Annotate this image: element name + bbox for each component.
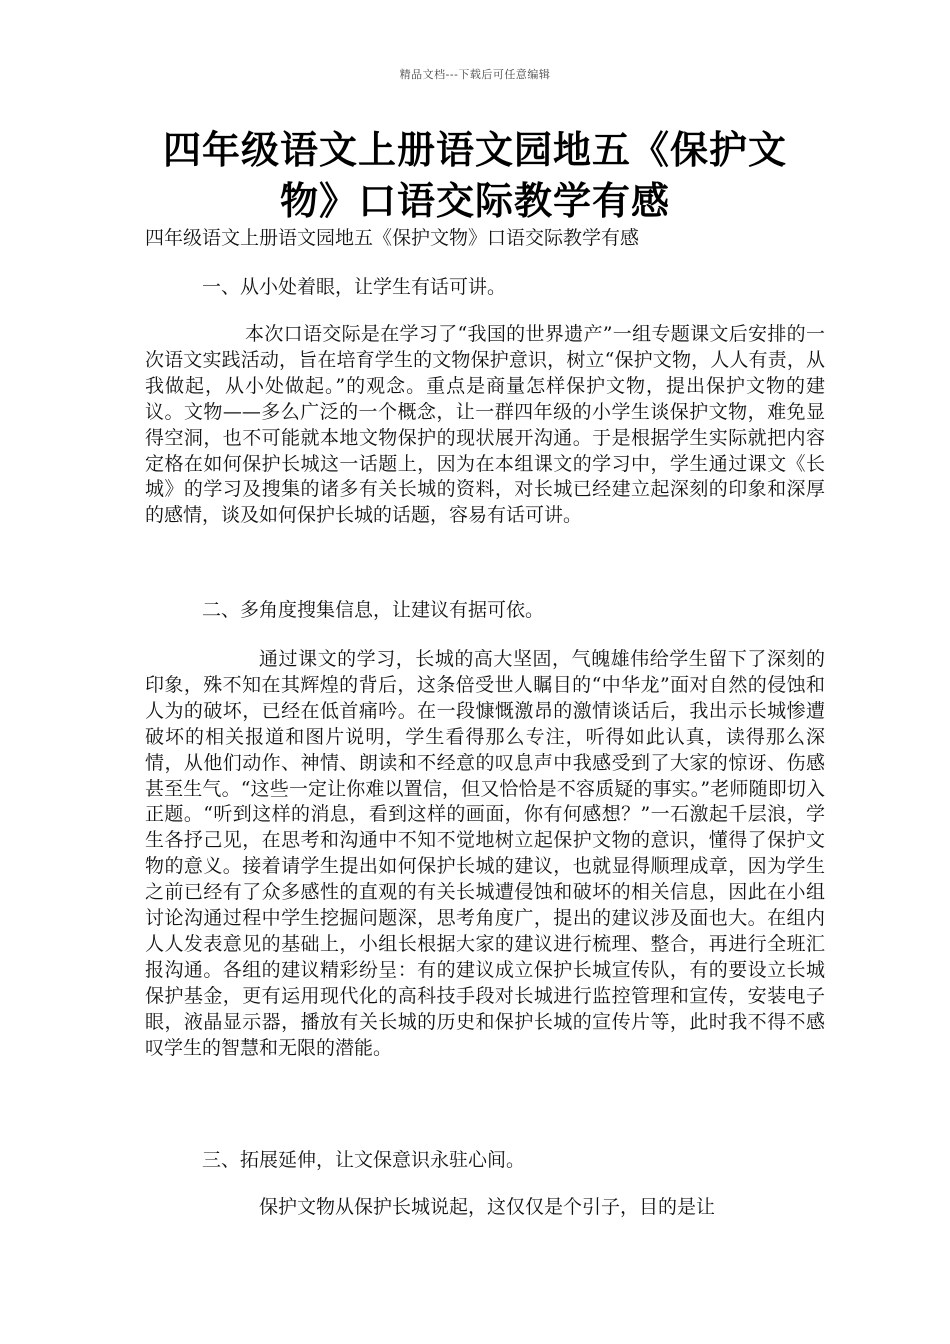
header-note: 精品文档---下载后可任意编辑 (399, 68, 551, 81)
section-paragraph-1: 本次口语交际是在学习了“我国的世界遗产”一组专题课文后安排的一次语文实践活动，旨在培育学生的文物保护意识，树立“保护文物，人人有责，从我做起，从小处做起。”的观念。重点是商量怎样保护文物，提出保护文物的建议。文物——多么广泛的一个概念，让一群四年级的小学生谈保护文物，难免显得空洞，也不可能就本地文物保护的现状展开沟通。于是根据学生实际就把内容定格在如何保护长城这一话题上，因为在本组课文的学习中，学生通过课文《长城》的学习及搜集的诸多有关长城的资料，对长城已经建立起深刻的印象和深厚的感情，谈及如何保护长城的话题，容易有话可讲。 (145, 323, 825, 527)
section-heading-3: 三、拓展延伸，让文保意识永驻心间。 (202, 1149, 526, 1171)
section-paragraph-2: 通过课文的学习，长城的高大坚固，气魄雄伟给学生留下了深刻的印象，殊不知在其辉煌的背后，这条倍受世人瞩目的“中华龙”面对自然的侵蚀和人为的破坏，已经在低首痛吟。在一段慷慨激昂的激情谈话后，我出示长城惨遭破坏的相关报道和图片说明，学生看得那么专注，听得如此认真，读得那么深情，从他们动作、神情、朗读和不经意的叹息声中我感受到了大家的惊讶、伤感甚至生气。“这些一定让你难以置信，但又恰恰是不容质疑的事实。”老师随即切入正题。“听到这样的消息，看到这样的画面，你有何感想？”一石激起千层浪，学生各抒己见，在思考和沟通中不知不觉地树立起保护文物的意识，懂得了保护文物的意义。接着请学生提出如何保护长城的建议，也就显得顺理成章，因为学生之前已经有了众多感性的直观的有关长城遭侵蚀和破坏的相关信息，因此在小组讨论沟通过程中学生挖掘问题深，思考角度广，提出的建议涉及面也大。在组内人人发表意见的基础上，小组长根据大家的建议进行梳理、整合，再进行全班汇报沟通。各组的建议精彩纷呈：有的建议成立保护长城宣传队，有的要设立长城保护基金，更有运用现代化的高科技手段对长城进行监控管理和宣传，安装电子眼，液晶显示器，播放有关长城的历史和保护长城的宣传片等，此时我不得不感叹学生的智慧和无限的潜能。 (145, 648, 825, 1059)
document-title: 四年级语文上册语文园地五《保护文物》口语交际教学有感 (162, 127, 787, 223)
section-heading-1: 一、从小处着眼，让学生有话可讲。 (202, 276, 507, 298)
document-subtitle: 四年级语文上册语文园地五《保护文物》口语交际教学有感 (145, 227, 640, 249)
section-paragraph-3: 保护文物从保护长城说起，这仅仅是个引子，目的是让 (259, 1196, 716, 1218)
section-heading-2: 二、多角度搜集信息，让建议有据可依。 (202, 599, 545, 621)
